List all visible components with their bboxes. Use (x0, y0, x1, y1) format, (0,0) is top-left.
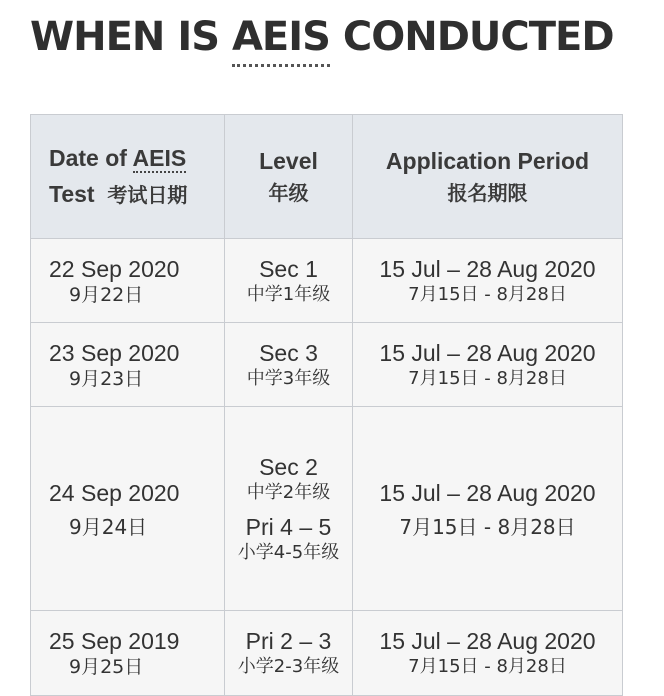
period-zh: 7月15日 - 8月28日 (408, 367, 567, 389)
level-zh: 小学4-5年级 (237, 541, 340, 563)
level-en: Sec 1 (259, 255, 318, 282)
date-zh: 9月22日 (69, 283, 144, 306)
date-zh: 9月25日 (69, 656, 144, 678)
level-en: Pri 4 – 5 (245, 513, 332, 540)
period-cell (353, 407, 623, 611)
level-cell (225, 239, 353, 323)
header-date-abbreviation[interactable]: AEIS (132, 145, 187, 171)
level-en: Pri 2 – 3 (245, 628, 332, 654)
header-period-zh: 报名期限 (447, 180, 528, 205)
header-period (353, 115, 623, 239)
table-row (31, 407, 623, 611)
title-prefix: WHEN IS (30, 14, 232, 60)
table-row (31, 239, 623, 323)
header-date-zh: 考试日期 (107, 183, 188, 207)
level-en: Sec 2 (259, 453, 318, 480)
date-cell (31, 323, 225, 407)
table-header-row (31, 115, 623, 239)
level-zh: 中学3年级 (246, 367, 331, 389)
date-en: 23 Sep 2020 (49, 339, 180, 366)
period-zh: 7月15日 - 8月28日 (399, 514, 576, 539)
level-zh: 小学2-3年级 (237, 656, 340, 677)
date-cell (31, 239, 225, 323)
level-cell (225, 407, 353, 611)
header-date-label-2: Test (49, 181, 95, 207)
level-cell (225, 323, 353, 407)
date-zh: 9月23日 (69, 367, 144, 390)
date-en: 25 Sep 2019 (49, 628, 180, 654)
period-en: 15 Jul – 28 Aug 2020 (379, 628, 596, 654)
period-en: 15 Jul – 28 Aug 2020 (379, 479, 596, 506)
page-title (30, 14, 614, 60)
period-cell (353, 239, 623, 323)
level-cell (225, 611, 353, 696)
period-en: 15 Jul – 28 Aug 2020 (379, 255, 596, 282)
header-date (31, 115, 225, 239)
level-zh: 中学1年级 (246, 283, 331, 305)
header-level-label: Level (259, 147, 318, 174)
level-en: Sec 3 (259, 339, 318, 366)
table-row (31, 611, 623, 696)
date-zh: 9月24日 (69, 514, 148, 539)
title-abbreviation[interactable]: AEIS (232, 14, 330, 67)
period-zh: 7月15日 - 8月28日 (408, 656, 567, 677)
table-row (31, 323, 623, 407)
header-date-label: Date of (49, 145, 133, 171)
header-period-label: Application Period (385, 147, 590, 174)
aeis-schedule-table (30, 114, 623, 696)
date-en: 24 Sep 2020 (49, 479, 180, 506)
date-en: 22 Sep 2020 (49, 255, 180, 282)
header-level-zh: 年级 (268, 180, 309, 205)
header-level (225, 115, 353, 239)
date-cell (31, 611, 225, 696)
date-cell (31, 407, 225, 611)
period-zh: 7月15日 - 8月28日 (408, 283, 567, 305)
period-cell (353, 611, 623, 696)
period-en: 15 Jul – 28 Aug 2020 (379, 339, 596, 366)
level-zh: 中学2年级 (246, 481, 331, 503)
title-suffix: CONDUCTED (329, 14, 614, 60)
period-cell (353, 323, 623, 407)
